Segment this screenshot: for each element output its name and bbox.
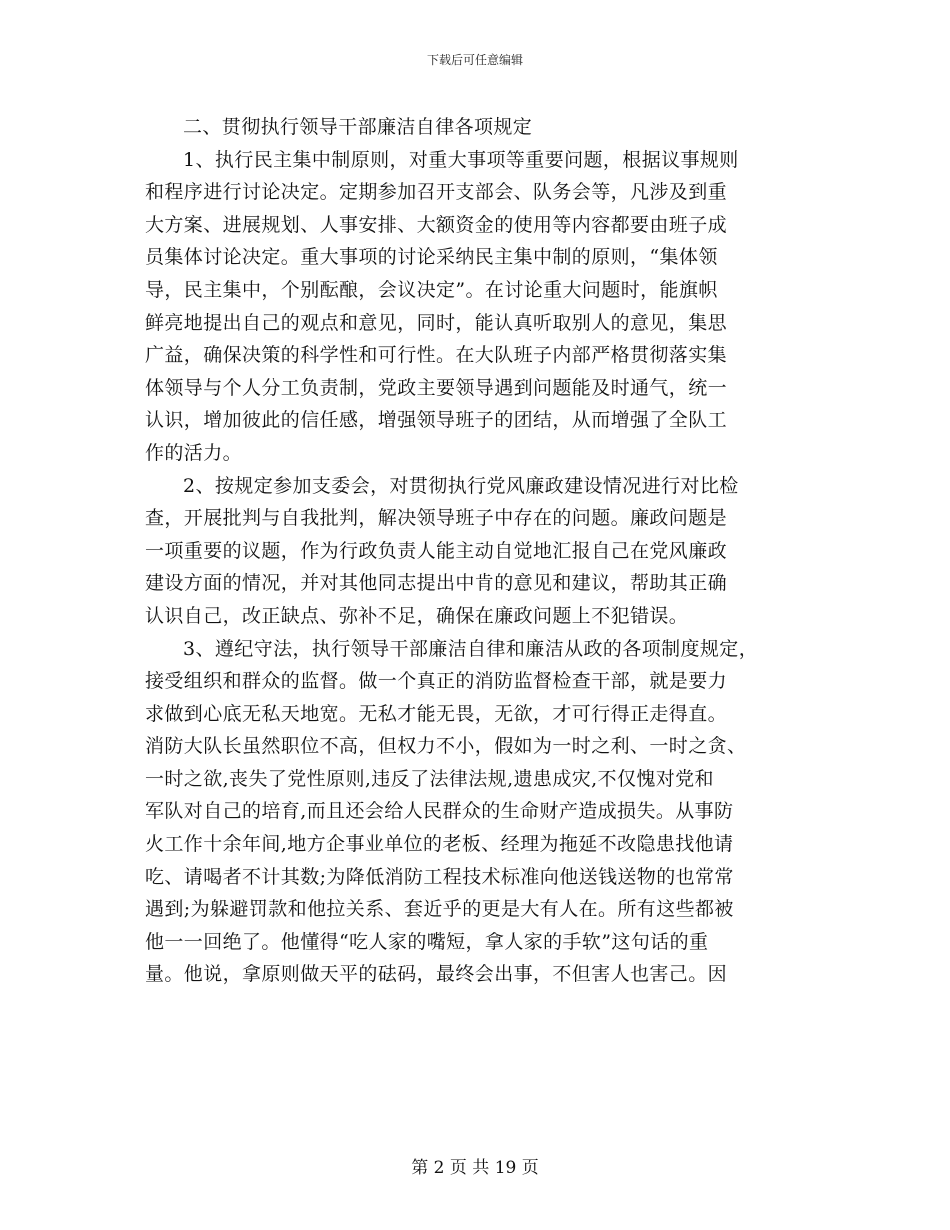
- paragraph-2-line: 认识自己，改正缺点、弥补不足，确保在廉政问题上不犯错误。: [145, 604, 689, 627]
- paragraph-2-line: 一项重要的议题，作为行政负责人能主动自觉地汇报自己在党风廉政: [145, 539, 728, 562]
- paragraph-1-line: 导，民主集中，个别酝酿，会议决定”。在讨论重大问题时，能旗帜: [145, 278, 718, 301]
- paragraph-3-line: 量。他说，拿原则做天平的砝码，最终会出事，不但害人也害己。因: [145, 963, 728, 986]
- paragraph-2-line: 查，开展批判与自我批判，解决领导班子中存在的问题。廉政问题是: [145, 507, 728, 530]
- page-header-note: 下载后可任意编辑: [426, 53, 523, 67]
- paragraph-2-line: 建设方面的情况，并对其他同志提出中肯的意见和建议，帮助其正确: [145, 572, 728, 595]
- paragraph-1-line: 认识，增加彼此的信任感，增强领导班子的团结，从而增强了全队工: [145, 409, 728, 432]
- paragraph-3-line: 吃、请喝者不计其数;为降低消防工程技术标准向他送钱送物的也常常: [145, 865, 734, 888]
- section-heading: 二、贯彻执行领导干部廉洁自律各项规定: [183, 116, 533, 138]
- paragraph-3-line: 接受组织和群众的监督。做一个真正的消防监督检查干部，就是要力: [145, 670, 728, 693]
- paragraph-3-line: 火工作十余年间,地方企事业单位的老板、经理为拖延不改隐患找他请: [145, 833, 734, 856]
- paragraph-1-line: 鲜亮地提出自己的观点和意见，同时，能认真听取别人的意见，集思: [145, 311, 728, 334]
- paragraph-3-line: 他一一回绝了。他懂得“吃人家的嘴短，拿人家的手软”这句话的重: [145, 930, 709, 953]
- paragraph-3-line: 一时之欲,丧失了党性原则,违反了法律法规,遗患成灾,不仅愧对党和: [145, 767, 714, 790]
- paragraph-1-line: 大方案、进展规划、人事安排、大额资金的使用等内容都要由班子成: [145, 213, 728, 236]
- paragraph-1-line: 员集体讨论决定。重大事项的讨论采纳民主集中制的原则，“集体领: [145, 246, 718, 269]
- document-body: [145, 111, 805, 991]
- paragraph-2-line: 2、按规定参加支委会，对贯彻执行党风廉政建设情况进行对比检: [183, 474, 739, 497]
- page-number-footer: 第 2 页 共 19 页: [411, 1158, 539, 1178]
- paragraph-1-line: 广益，确保决策的科学性和可行性。在大队班子内部严格贯彻落实集: [145, 344, 728, 367]
- paragraph-1-line: 体领导与个人分工负责制，党政主要领导遇到问题能及时通气，统一: [145, 376, 728, 399]
- paragraph-3-line: 3、遵纪守法，执行领导干部廉洁自律和廉洁从政的各项制度规定，: [183, 637, 759, 660]
- paragraph-1-line: 1、执行民主集中制原则，对重大事项等重要问题，根据议事规则: [183, 148, 739, 171]
- paragraph-3-line: 军队对自己的培育,而且还会给人民群众的生命财产造成损失。从事防: [145, 800, 734, 823]
- paragraph-3-line: 遇到;为躲避罚款和他拉关系、套近乎的更是大有人在。所有这些都被: [145, 898, 734, 921]
- paragraph-3-line: 求做到心底无私天地宽。无私才能无畏，无欲，才可行得正走得直。: [145, 702, 728, 725]
- paragraph-1-line: 作的活力。: [145, 441, 243, 464]
- paragraph-1-line: 和程序进行讨论决定。定期参加召开支部会、队务会等，凡涉及到重: [145, 181, 728, 204]
- paragraph-3-line: 消防大队长虽然职位不高，但权力不小，假如为一时之利、一时之贪、: [145, 735, 747, 758]
